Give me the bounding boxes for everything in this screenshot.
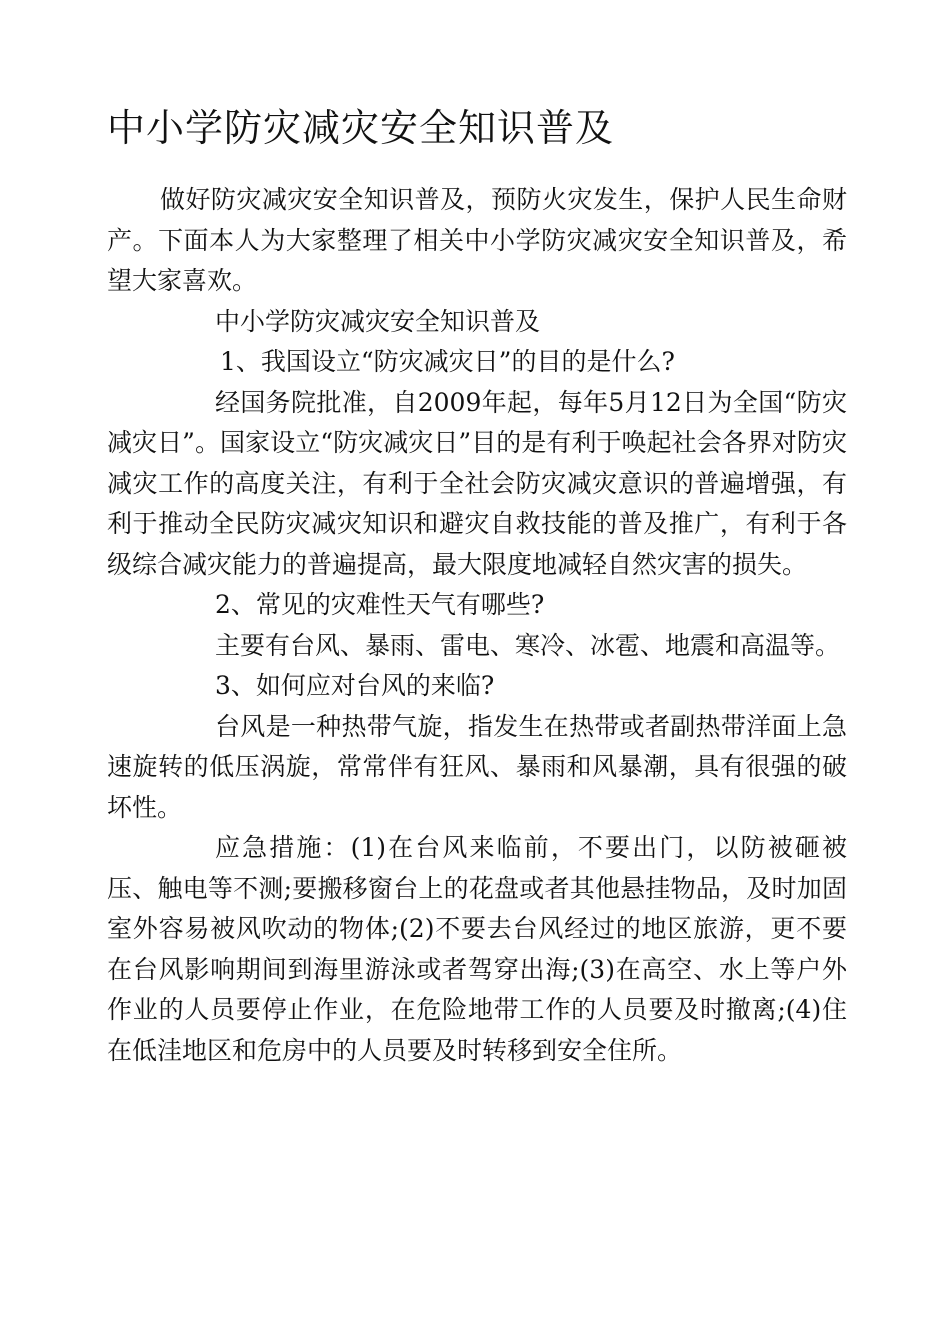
intro-paragraph: 做好防灾减灾安全知识普及，预防火灾发生，保护人民生命财产。下面本人为大家整理了相关中小学防灾减灾安全知识普及，希望大家喜欢。 [107,185,847,295]
emergency-measures: 应急措施：(1)在台风来临前，不要出门，以防被砸被压、触电等不测;要搬移窗台上的花盘或者其他悬挂物品，及时加固室外容易被风吹动的物体;(2)不要去台风经过的地区旅游，更不要在台风影响期间到海里游泳或者驾穿出海;(3)在高空、水上等户外作业的人员要停止作业，在危险地带工作的人员要及时撤离;(4)住在低洼地区和危房中的人员要及时转移到安全住所。 [107,833,847,1065]
document-body [107,180,847,1071]
document-title: 中小学防灾减灾安全知识普及 [107,106,615,150]
question-2: 2、常见的灾难性天气有哪些? [215,590,545,619]
section-subtitle: 中小学防灾减灾安全知识普及 [215,306,541,336]
answer-1: 经国务院批准，自2009年起，每年5月12日为全国“防灾减灾日”。国家设立“防灾减灾日”目的是有利于唤起社会各界对防灾减灾工作的高度关注，有利于全社会防灾减灾意识的普遍增强，有利于推动全民防灾减灾知识和避灾自救技能的普及推广，有利于各级综合减灾能力的普遍提高，最大限度地减轻自然灾害的损失。 [107,387,847,579]
answer-2: 主要有台风、暴雨、雷电、寒冷、冰雹、地震和高温等。 [215,630,841,660]
question-3: 3、如何应对台风的来临? [215,671,495,700]
document-page [107,98,847,1071]
answer-3: 台风是一种热带气旋，指发生在热带或者副热带洋面上急速旋转的低压涡旋，常常伴有狂风、暴雨和风暴潮，具有很强的破坏性。 [107,711,847,822]
question-1: 1、我国设立“防灾减灾日”的目的是什么? [220,347,675,376]
